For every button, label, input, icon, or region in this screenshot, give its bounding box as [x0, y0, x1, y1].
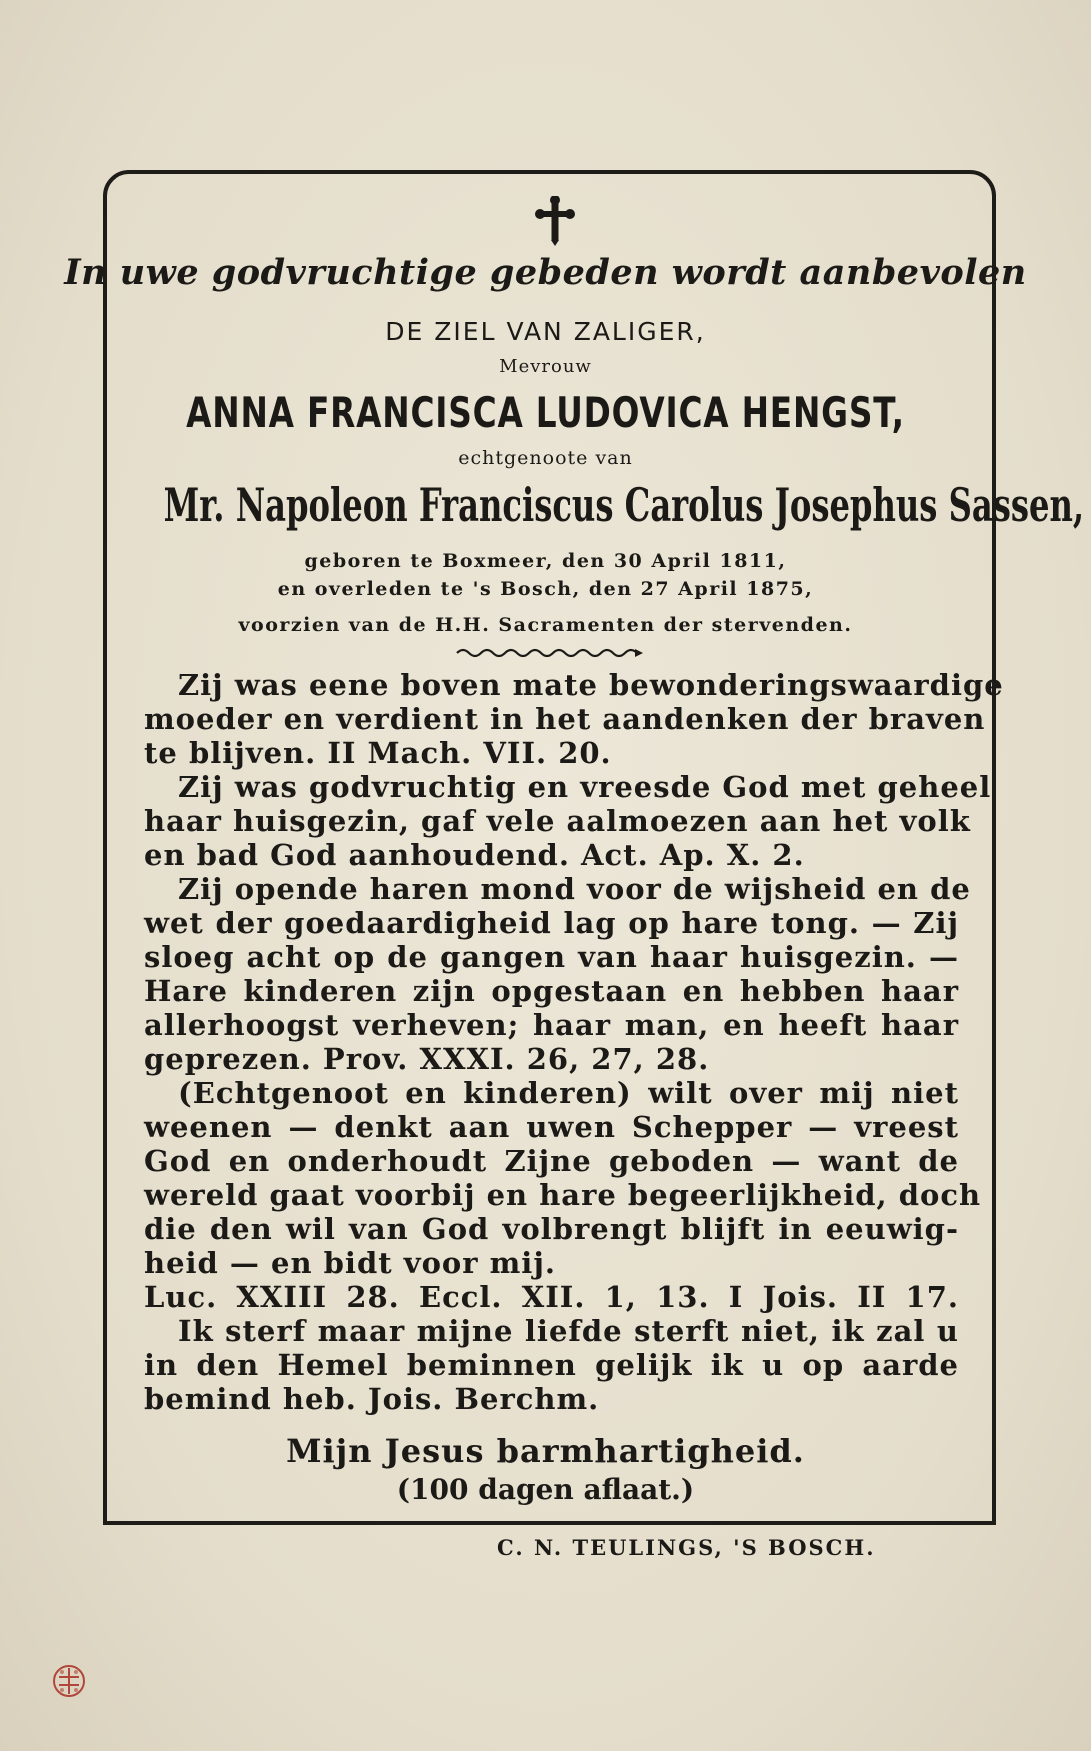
body-line: haar huisgezin, gaf vele aalmoezen aan het volk — [144, 804, 971, 838]
sacraments-line: voorzien van de H.H. Sacramenten der stervenden. — [238, 614, 853, 636]
body-line: weenen — denkt aan uwen Schepper — vreest — [144, 1110, 959, 1144]
body-line: en bad God aanhoudend. Act. Ap. X. 2. — [144, 838, 805, 872]
body-line: (Echtgenoot en kinderen) wilt over mij niet — [178, 1076, 959, 1110]
died-line: en overleden te 's Bosch, den 27 April 1875, — [277, 578, 814, 600]
body-line: Zij opende haren mond voor de wijsheid en de — [178, 872, 971, 906]
body-line: sloeg acht op de gangen van haar huisgezin. — — [144, 940, 959, 974]
indulgence-note: (100 dagen aflaat.) — [396, 1473, 695, 1506]
body-line: Hare kinderen zijn opgestaan en hebben haar — [144, 974, 959, 1008]
body-line: Ik sterf maar mijne liefde sterft niet, ik zal u — [178, 1314, 959, 1348]
stamp-icon — [48, 1660, 90, 1702]
wave-ornament — [455, 645, 645, 659]
body-line: wet der goedaardigheid lag op hare tong. — Zij — [144, 906, 959, 940]
body-line: bemind heb. Jois. Berchm. — [144, 1382, 600, 1416]
deceased-name: ANNA FRANCISCA LUDOVICA HENGST, — [186, 388, 905, 437]
body-line: God en onderhoudt Zijne geboden — want de — [144, 1144, 959, 1178]
body-text — [144, 668, 1004, 1416]
invocation-heading: In uwe godvruchtige gebeden wordt aanbevolen — [64, 252, 1027, 293]
body-line: Zij was eene boven mate bewonderingswaardige — [178, 668, 1004, 702]
card-border-bottom — [103, 1521, 996, 1525]
husband-name: Mr. Napoleon Franciscus Carolus Josephus Sassen, — [163, 478, 1085, 532]
born-line: geboren te Boxmeer, den 30 April 1811, — [304, 550, 787, 572]
title-mevrouw: Mevrouw — [499, 356, 592, 377]
body-line: Luc. XXIII 28. Eccl. XII. 1, 13. I Jois. II 17. — [144, 1280, 959, 1314]
printer-imprint: C. N. TEULINGS, 'S BOSCH. — [497, 1535, 876, 1560]
body-line: die den wil van God volbrengt blijft in eeuwig- — [144, 1212, 959, 1246]
cross-icon — [0, 196, 1091, 246]
body-line: moeder en verdient in het aandenken der braven — [144, 702, 986, 736]
body-line: Zij was godvruchtig en vreesde God met geheel — [178, 770, 992, 804]
body-line: wereld gaat voorbij en hare begeerlijkheid, doch — [144, 1178, 982, 1212]
body-line: heid — en bidt voor mij. — [144, 1246, 556, 1280]
body-line: te blijven. II Mach. VII. 20. — [144, 736, 612, 770]
soul-line: DE ZIEL VAN ZALIGER, — [385, 317, 706, 346]
body-line: geprezen. Prov. XXXI. 26, 27, 28. — [144, 1042, 710, 1076]
body-line: in den Hemel beminnen gelijk ik u op aarde — [144, 1348, 959, 1382]
body-line: allerhoogst verheven; haar man, en heeft haar — [144, 1008, 959, 1042]
closing-prayer: Mijn Jesus barmhartigheid. — [286, 1432, 805, 1470]
relation-line: echtgenoote van — [458, 447, 633, 469]
